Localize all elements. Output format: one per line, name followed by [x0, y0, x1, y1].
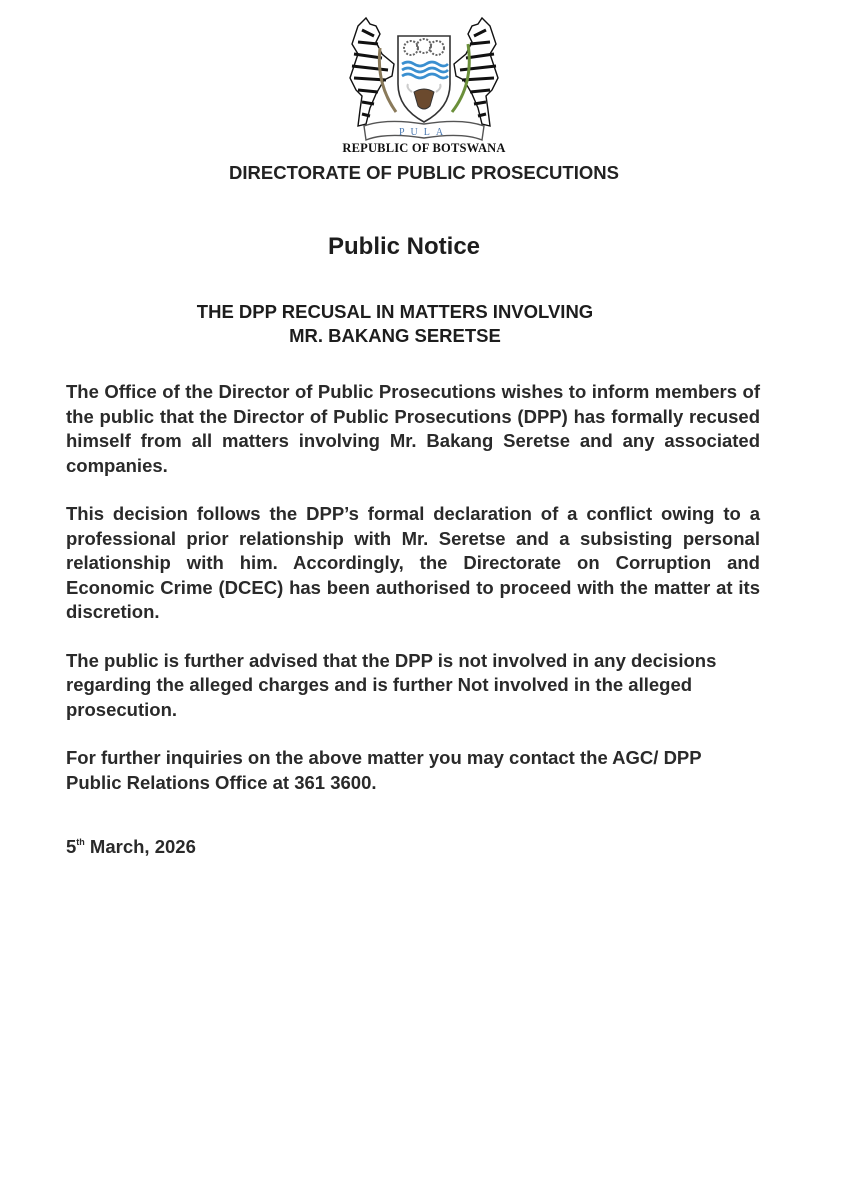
date-day: 5 — [66, 836, 77, 857]
svg-text:PULA: PULA — [398, 127, 450, 138]
subject-line-2: MR. BAKANG SERETSE — [289, 325, 501, 346]
paragraph-contact: For further inquiries on the above matter you may contact the AGC/ DPP Public Relations Office at 361 3600. — [66, 747, 702, 793]
date-month-year: March, 2026 — [84, 836, 196, 857]
paragraph-reason: This decision follows the DPP’s formal declaration of a conflict owing to a professional prior relationship with Mr. Seretse and a subsisting personal relationship with him. Accordingly, the Directorate on Corruption and Economic Crime (DCEC) has been authorised to proceed with the matter at its discretion. — [66, 503, 760, 622]
date-ordinal: th — [76, 837, 85, 847]
country-name: REPUBLIC OF BOTSWANA — [342, 141, 506, 155]
left-zebra-supporter — [350, 18, 394, 126]
right-zebra-supporter — [454, 18, 498, 126]
subject-line-1: THE DPP RECUSAL IN MATTERS INVOLVING — [196, 301, 594, 322]
notice-title: Public Notice — [327, 233, 481, 260]
paragraph-advisory: The public is further advised that the DPP is not involved in any decisions regarding the alleged charges and is further Not involved in the alleged prosecution. — [66, 649, 717, 720]
paragraph-intro: The Office of the Director of Public Prosecutions wishes to inform members of the public that the Director of Public Prosecutions (DPP) has formally recused himself from all matters involving Mr. Bakang Seretse and any associated companies. — [66, 381, 760, 476]
notice-date — [66, 836, 196, 858]
botswana-coat-of-arms — [336, 14, 512, 150]
notice-body — [66, 380, 760, 819]
office-name: DIRECTORATE OF PUBLIC PROSECUTIONS — [229, 162, 619, 183]
notice-subject — [170, 300, 620, 348]
